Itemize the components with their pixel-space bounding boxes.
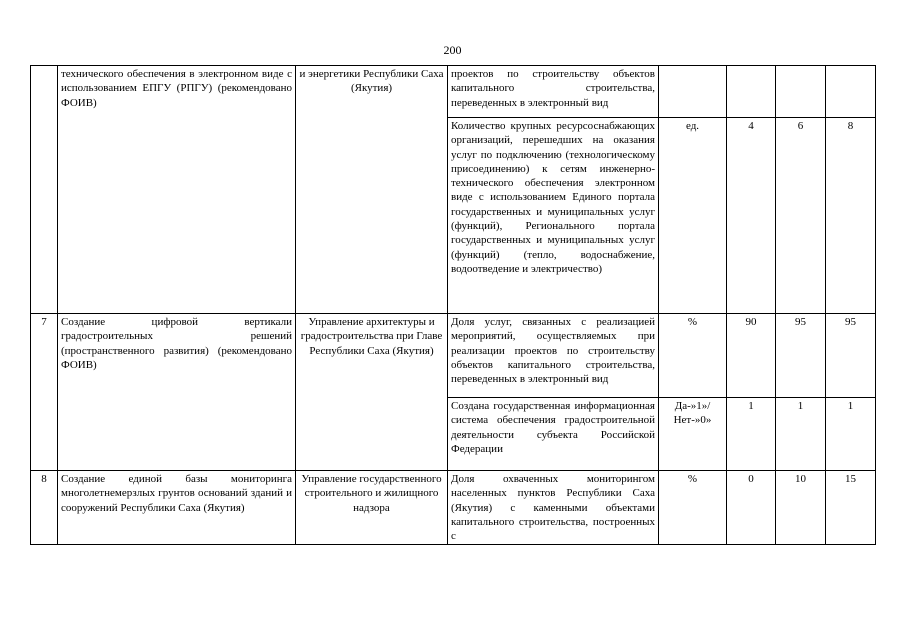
- indicator-text: Доля охваченных мониторингом населенных пунктов Республики Саха (Якутия) с каменными объектами капитального строительства, построенных с: [448, 471, 659, 545]
- value-cell-3: 8: [826, 118, 876, 314]
- value-cell-1: 0: [727, 471, 776, 545]
- value-cell-3: 15: [826, 471, 876, 545]
- responsible-body: Управление архитектуры и градостроительства при Главе Республики Саха (Якутия): [296, 314, 448, 471]
- value-cell-1: 1: [727, 398, 776, 471]
- measures-table: [30, 65, 876, 545]
- unit-cell: [659, 66, 727, 118]
- value-cell-1: 90: [727, 314, 776, 398]
- unit-cell: %: [659, 314, 727, 398]
- table-row: [31, 471, 876, 545]
- indicator-text: Количество крупных ресурсоснабжающих организаций, перешедших на оказания услуг по подключению (технологическому присоединению) к сетям инженерно-технического обеспечения электронном виде с использованием Единого портала государственных и муниципальных услуг (функций), Регионального портала государственных и муниципальных услуг (функций) (тепло, водоснабжение, водоотведение и электричество): [448, 118, 659, 314]
- value-cell-2: 1: [776, 398, 826, 471]
- unit-cell: ед.: [659, 118, 727, 314]
- row-number: 7: [31, 314, 58, 471]
- table-row: [31, 314, 876, 398]
- row-number: 8: [31, 471, 58, 545]
- unit-cell: Да-»1»/Нет-»0»: [659, 398, 727, 471]
- responsible-body: Управление государственного строительного и жилищного надзора: [296, 471, 448, 545]
- indicator-text: Доля услуг, связанных с реализацией мероприятий, осуществляемых при реализации проектов по строительству объектов капитального строительства, переведенных в электронный вид: [448, 314, 659, 398]
- value-cell-1: 4: [727, 118, 776, 314]
- value-cell-2: 95: [776, 314, 826, 398]
- indicator-text: Создана государственная информационная система обеспечения градостроительной деятельности субъекта Российской Федерации: [448, 398, 659, 471]
- responsible-body: и энергетики Республики Саха (Якутия): [296, 66, 448, 314]
- table-row: [31, 66, 876, 118]
- project-name: Создание единой базы мониторинга многолетнемерзлых грунтов оснований зданий и сооружений Республики Саха (Якутия): [58, 471, 296, 545]
- value-cell-3: [826, 66, 876, 118]
- value-cell-2: [776, 66, 826, 118]
- value-cell-2: 10: [776, 471, 826, 545]
- value-cell-1: [727, 66, 776, 118]
- value-cell-3: 95: [826, 314, 876, 398]
- unit-cell: %: [659, 471, 727, 545]
- project-name: технического обеспечения в электронном виде с использованием ЕПГУ (РПГУ) (рекомендовано ФОИВ): [58, 66, 296, 314]
- value-cell-3: 1: [826, 398, 876, 471]
- value-cell-2: 6: [776, 118, 826, 314]
- page-number: 200: [443, 43, 462, 57]
- row-number: [31, 66, 58, 314]
- project-name: Создание цифровой вертикали градостроительных решений (пространственного развития) (рекомендовано ФОИВ): [58, 314, 296, 471]
- indicator-text: проектов по строительству объектов капитального строительства, переведенных в электронный вид: [448, 66, 659, 118]
